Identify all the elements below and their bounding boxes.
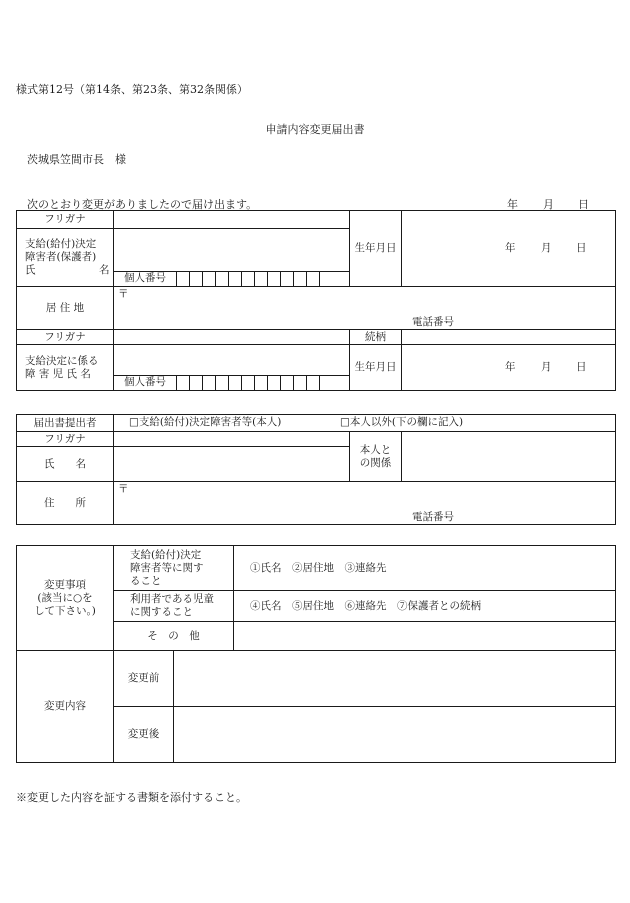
- child-individual-number-row: [114, 376, 350, 391]
- individual-number-row: [114, 272, 350, 287]
- submitter-name-input[interactable]: [114, 447, 350, 482]
- child-furigana-input[interactable]: [114, 330, 350, 345]
- digit-box[interactable]: [267, 272, 280, 286]
- digit-box[interactable]: [319, 376, 332, 390]
- digit-box[interactable]: [293, 376, 306, 390]
- submitter-postal-mark: 〒: [118, 483, 129, 495]
- birth-day-label: 日: [576, 242, 587, 254]
- submitter-label: 届出書提出者: [17, 415, 114, 432]
- digit-box[interactable]: [228, 376, 241, 390]
- footnote: ※変更した内容を証する書類を添付すること。: [16, 791, 247, 804]
- cat3-label: そ の 他: [114, 622, 234, 651]
- after-input[interactable]: [174, 707, 616, 763]
- intro-text: 次のとおり変更がありましたので届け出ます。: [27, 198, 258, 211]
- submitter-furigana-label: フリガナ: [17, 432, 114, 447]
- birthdate-label: 生年月日: [350, 211, 402, 287]
- cat3-input[interactable]: [234, 622, 616, 651]
- option-other-checkbox[interactable]: □本人以外(下の欄に記入): [340, 416, 464, 428]
- submitter-name-label: 氏 名: [17, 447, 114, 482]
- digit-box[interactable]: [241, 376, 254, 390]
- submitter-options: [114, 415, 616, 432]
- residence-label: 居 住 地: [17, 287, 114, 330]
- recipient-label-mei: 名: [99, 264, 110, 276]
- digit-box[interactable]: [228, 272, 241, 286]
- cat1-line2: 障害者等に関す: [130, 561, 204, 574]
- child-birth-day-label: 日: [576, 361, 587, 373]
- cat2-label: [114, 591, 234, 622]
- child-name-input[interactable]: [114, 345, 350, 376]
- digit-box[interactable]: [306, 376, 319, 390]
- digit-box[interactable]: [215, 376, 228, 390]
- addressee: 茨城県笠間市長 様: [27, 153, 126, 166]
- cat2-line2: に関すること: [130, 606, 193, 618]
- date-day-label: 日: [578, 198, 589, 211]
- residence-input[interactable]: [114, 287, 616, 330]
- relationship-label: 続柄: [350, 330, 402, 345]
- child-furigana-label: フリガナ: [17, 330, 114, 345]
- digit-box[interactable]: [241, 272, 254, 286]
- cat1-label: [114, 546, 234, 591]
- furigana-input[interactable]: [114, 211, 350, 229]
- change-items-line2: (該当に○を: [37, 591, 93, 604]
- phone-label: 電話番号: [412, 316, 454, 328]
- digit-box[interactable]: [202, 376, 215, 390]
- digit-box[interactable]: [254, 272, 267, 286]
- relation-label: [350, 432, 402, 482]
- child-label-line1: 支給決定に係る: [25, 354, 99, 367]
- submitter-furigana-input[interactable]: [114, 432, 350, 447]
- digit-box[interactable]: [189, 272, 202, 286]
- applicant-section: [16, 210, 616, 391]
- date-month-label: 月: [543, 198, 554, 211]
- relationship-input[interactable]: [402, 330, 616, 345]
- before-label: 変更前: [114, 651, 174, 707]
- submitter-address-input[interactable]: [114, 482, 616, 525]
- child-individual-number-label: 個人番号: [124, 376, 166, 388]
- relation-line2: の関係: [359, 456, 392, 469]
- child-name-label: [17, 345, 114, 391]
- relation-input[interactable]: [402, 432, 616, 482]
- recipient-label-line1: 支給(給付)決定: [25, 238, 97, 250]
- child-birthdate-label: 生年月日: [350, 345, 402, 391]
- submitter-address-label: 住 所: [17, 482, 114, 525]
- digit-box[interactable]: [306, 272, 319, 286]
- postal-mark: 〒: [118, 288, 129, 300]
- after-label: 変更後: [114, 707, 174, 763]
- submitter-section: [16, 414, 616, 525]
- cat1-options[interactable]: ①氏名 ②居住地 ③連絡先: [234, 546, 616, 591]
- form-number: 様式第12号（第14条、第23条、第32条関係）: [16, 83, 248, 96]
- child-label-line2: 障 害 児 氏 名: [25, 367, 91, 380]
- child-birth-month-label: 月: [541, 361, 552, 373]
- child-birthdate-field[interactable]: [402, 345, 616, 391]
- furigana-label: フリガナ: [17, 211, 114, 229]
- change-items-label: [17, 546, 114, 651]
- change-section: [16, 545, 616, 763]
- change-content-label: 変更内容: [17, 651, 114, 763]
- form-title: 申請内容変更届出書: [265, 123, 365, 136]
- birth-month-label: 月: [541, 242, 552, 254]
- relation-line1: 本人と: [359, 443, 392, 456]
- change-items-line1: 変更事項: [44, 578, 86, 591]
- change-items-line3: して下さい。): [34, 604, 96, 617]
- digit-box[interactable]: [202, 272, 215, 286]
- birthdate-field[interactable]: [402, 211, 616, 287]
- recipient-label-shi: 氏: [25, 264, 36, 276]
- submitter-phone-label: 電話番号: [412, 511, 454, 523]
- digit-box[interactable]: [293, 272, 306, 286]
- digit-box[interactable]: [176, 272, 189, 286]
- child-birth-year-label: 年: [505, 361, 516, 373]
- digit-box[interactable]: [189, 376, 202, 390]
- cat1-line1: 支給(給付)決定: [130, 548, 202, 561]
- digit-box[interactable]: [280, 376, 293, 390]
- cat2-line1: 利用者である児童: [130, 593, 214, 605]
- birth-year-label: 年: [505, 242, 516, 254]
- digit-box[interactable]: [267, 376, 280, 390]
- recipient-label-line2: 障害者(保護者): [25, 251, 97, 263]
- cat1-line3: ること: [130, 574, 162, 587]
- digit-box[interactable]: [319, 272, 332, 286]
- option-self-checkbox[interactable]: □支給(給付)決定障害者等(本人): [129, 416, 282, 428]
- before-input[interactable]: [174, 651, 616, 707]
- recipient-name-label: [17, 229, 114, 287]
- digit-box[interactable]: [280, 272, 293, 286]
- cat2-options[interactable]: ④氏名 ⑤居住地 ⑥連絡先 ⑦保護者との続柄: [234, 591, 616, 622]
- recipient-name-input[interactable]: [114, 229, 350, 272]
- digit-box[interactable]: [176, 376, 189, 390]
- digit-box[interactable]: [215, 272, 228, 286]
- date-year-label: 年: [507, 198, 518, 211]
- digit-box[interactable]: [254, 376, 267, 390]
- individual-number-label: 個人番号: [124, 272, 166, 284]
